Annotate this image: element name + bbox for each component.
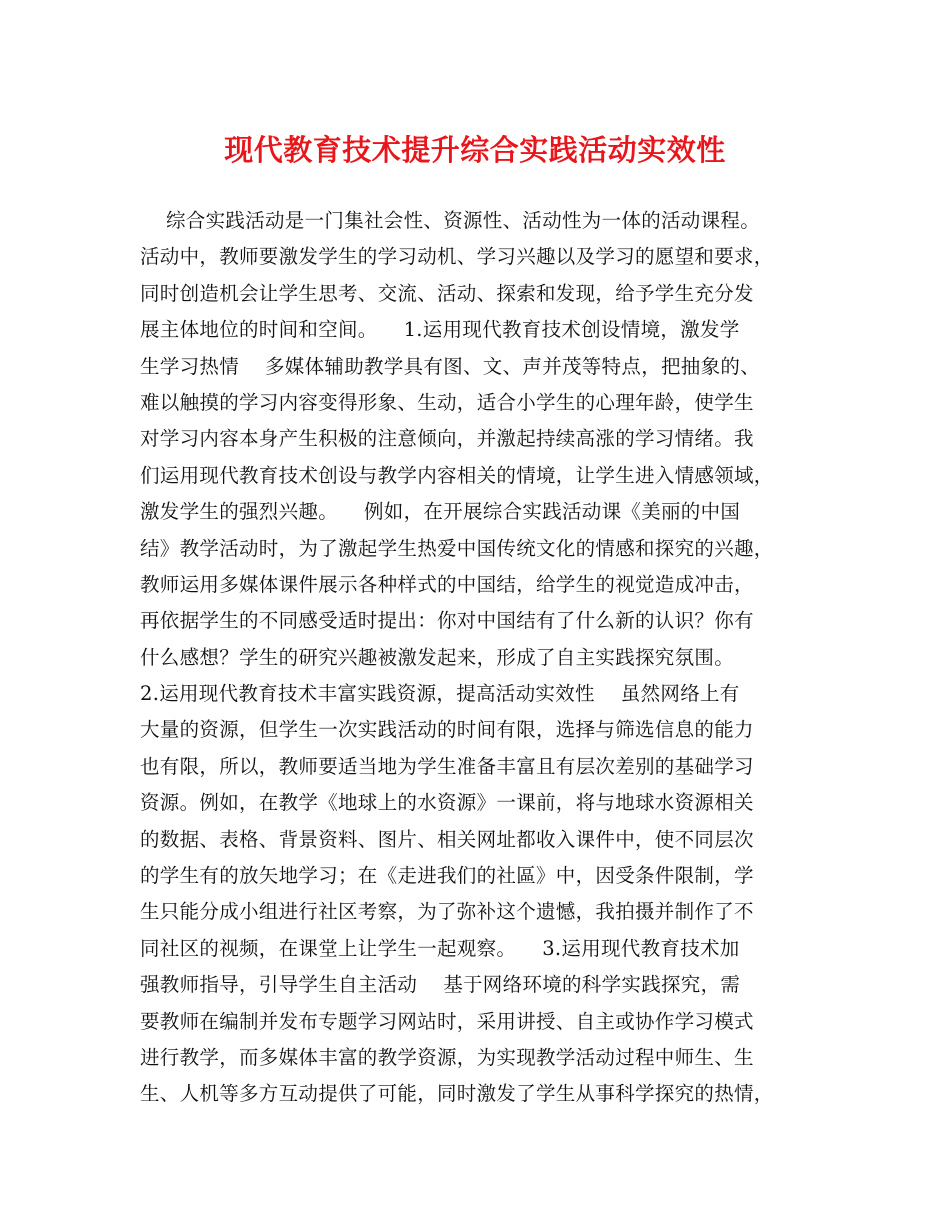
body-line: 生、人机等多方互动提供了可能，同时激发了学生从事科学探究的热情， xyxy=(140,1082,774,1106)
body-line: 什么感想？学生的研究兴趣被激发起来，形成了自主实践探究氛围。 xyxy=(140,645,735,669)
body-line: 强教师指导，引导学生自主活动 基于网络环境的科学实践探究，需 xyxy=(140,973,741,997)
body-line: 激发学生的强烈兴趣。 例如，在开展综合实践活动课《美丽的中国 xyxy=(140,500,741,524)
body-line: 结》教学活动时，为了激起学生热爱中国传统文化的情感和探究的兴趣， xyxy=(140,536,774,560)
body-line: 再依据学生的不同感受适时提出：你对中国结有了什么新的认识？你有 xyxy=(140,609,754,633)
body-line: 的学生有的放矢地学习；在《走进我们的社區》中，因受条件限制，学 xyxy=(140,864,754,888)
body-line: 同社区的视频，在课堂上让学生一起观察。 3.运用现代教育技术加 xyxy=(140,936,740,960)
body-line: 也有限，所以，教师要适当地为学生准备丰富且有层次差别的基础学习 xyxy=(140,754,754,778)
body-line: 的数据、表格、背景资料、图片、相关网址都收入课件中，使不同层次 xyxy=(140,827,754,851)
body-line: 生学习热情 多媒体辅助教学具有图、文、声并茂等特点，把抽象的、 xyxy=(140,354,760,378)
body-line: 2.运用现代教育技术丰富实践资源，提高活动实效性 虽然网络上有 xyxy=(140,682,740,706)
body-line: 综合实践活动是一门集社会性、资源性、活动性为一体的活动课程。 xyxy=(140,209,760,232)
body-line: 要教师在编制并发布专题学习网站时，采用讲授、自主或协作学习模式 xyxy=(140,1009,754,1033)
body-line: 活动中，教师要激发学生的学习动机、学习兴趣以及学习的愿望和要求， xyxy=(140,245,774,269)
document-title: 现代教育技术提升综合实践活动实效性 xyxy=(224,133,726,167)
body-line: 们运用现代教育技术创设与教学内容相关的情境，让学生进入情感领域， xyxy=(140,463,774,487)
body-line: 难以触摸的学习内容变得形象、生动，适合小学生的心理年龄，使学生 xyxy=(140,390,754,414)
body-line: 资源。例如，在教学《地球上的水资源》一课前，将与地球水资源相关 xyxy=(140,791,754,815)
body-line: 对学习内容本身产生积极的注意倾向，并激起持续高涨的学习情绪。我 xyxy=(140,427,754,451)
body-line: 教师运用多媒体课件展示各种样式的中国结，给学生的视觉造成冲击， xyxy=(140,572,754,596)
body-line: 生只能分成小组进行社区考察，为了弥补这个遗憾，我拍摄并制作了不 xyxy=(140,900,754,924)
body-line: 大量的资源，但学生一次实践活动的时间有限，选择与筛选信息的能力 xyxy=(140,718,754,742)
body-line: 进行教学，而多媒体丰富的教学资源，为实现教学活动过程中师生、生 xyxy=(140,1045,754,1069)
document-body xyxy=(140,203,820,1113)
body-line: 展主体地位的时间和空间。 1.运用现代教育技术创设情境，激发学 xyxy=(140,318,740,342)
body-line: 同时创造机会让学生思考、交流、活动、探索和发现，给予学生充分发 xyxy=(140,281,754,305)
